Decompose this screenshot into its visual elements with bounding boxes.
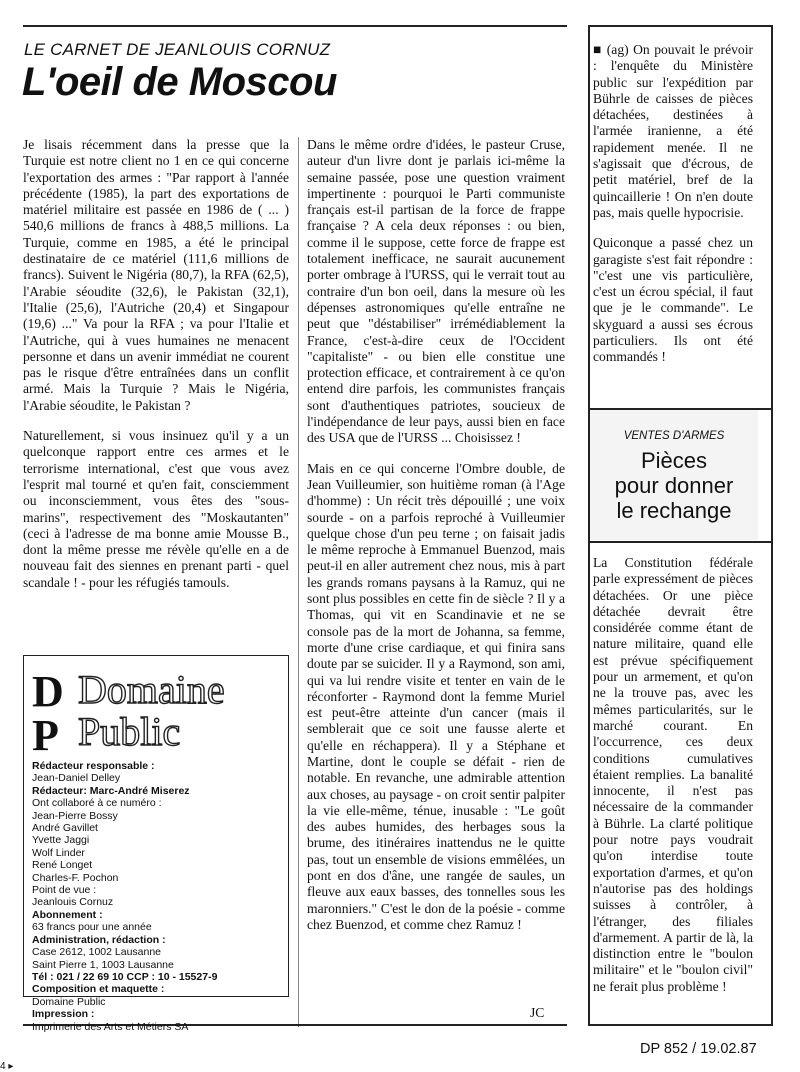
article-paragraph: Naturellement, si vous insinuez qu'il y a un quelconque rapport entre ces armes et le terrorisme international, c'est que vous avez l'esprit mal tourné et qu'en fait, consciemment ou inconsciemment, vous êtes des "sous-marins", respectivement des "Moskautanten" (ceci à l'adresse de ma bonne amie Mousse B., dont la même presse me révèle qu'elle en a de nouveau fait des siennes en prenant parti - quel scandale ! - pour les réfugiés tamouls. (23, 428, 289, 590)
article-column-1 (23, 137, 289, 591)
masthead-line: Jean-Daniel Delley (32, 772, 121, 785)
feature-title-line: le rechange (616, 498, 732, 523)
sidebar-brief (593, 42, 753, 366)
feature-kicker: VENTES D'ARMES (623, 430, 725, 442)
masthead-line: Ont collaboré à ce numéro : (32, 797, 162, 810)
column-kicker: LE CARNET DE JEANLOUIS CORNUZ (24, 40, 331, 59)
author-signature: JC (530, 1005, 545, 1020)
page-title: L'oeil de Moscou (22, 60, 337, 104)
article-paragraph: Mais en ce qui concerne l'Ombre double, de Jean Vuilleumier, son huitième roman (à l'Age d'homme) : Un récit très dépouillé ; une voix sourde - on a parfois reproché à Vuilleumier quelque chose d'un peu terne ; on faisait jadis le même reproche à Emmanuel Buenzod, mais peut-il en aller autrement chez nous, mis à part les grands romans paysans à la Ramuz, qui ne sont plus possibles en cette fin de siècle ? Il y a Thomas, qui vit en Scandinavie et ne se console pas de la mort de Johanna, sa femme, morte d'une crise cardiaque, et qui finira sans doute par se suicider. Il y a Raymond, son ami, qui va lui rendre visite et tenter en vain de le réconforter - Raymond dont la femme Muriel est peut-être atteinte d'un cancer (mais il semblerait que ce soit une fausse alerte et qu'elle en réchappera). Il y a Stéphane et Martine, dont le couple se défait - rien de notable. En revanche, une admirable attention aux choses, au paysage - on croit sentir palpiter la vie elle-même, ténue, inusable : "Le goût des aubes humides, des herbages sous la brume, des itinéraires inattendus ne le quitte pas, tout un ensemble de visions emmêlées, un pont en dos d'âne, une rangée de saules, un fleuve aux eaux basses, des tonnelles sous les maronniers." C'est le don de la poésie - comme chez Buenzod, et comme chez Ramuz ! (307, 460, 565, 932)
masthead-line: Point de vue : (32, 884, 97, 897)
masthead-line: Yvette Jaggi (32, 834, 90, 847)
masthead-line: Saint Pierre 1, 1003 Lausanne (32, 958, 174, 971)
feature-title-line: Pièces (640, 448, 708, 473)
masthead-line: Rédacteur: Marc-André Miserez (32, 784, 190, 797)
feature-title-line: pour donner (614, 473, 734, 498)
masthead-line: Case 2612, 1002 Lausanne (32, 946, 162, 959)
masthead-line: Rédacteur responsable : (32, 760, 155, 772)
masthead-box (23, 655, 289, 1033)
article-column-2 (307, 137, 565, 933)
sidebar-paragraph: ■ (ag) On pouvait le prévoir : l'enquête du Ministère public sur l'expédition par Bührle de caisses de pièces détachées, destinées à l'armée iranienne, a été rapidement menée. Il ne s'agissait que d'écrous, de petit matériel, bref de la quincaillerie ! On n'en doute pas, mais quelle hypocrisie. (593, 42, 753, 220)
masthead-line: Imprimerie des Arts et Métiers SA (32, 1020, 189, 1033)
masthead-line: André Gavillet (32, 822, 98, 835)
masthead-line: Tél : 021 / 22 69 10 CCP : 10 - 15527-9 (32, 970, 218, 983)
sidebar-article (593, 555, 753, 995)
masthead-line: Jeanlouis Cornuz (32, 896, 114, 909)
article-paragraph: Je lisais récemment dans la presse que la Turquie est notre client no 1 en ce qui concerne l'exportation des armes : "Par rapport à l'année précédente (1985), la part des exportations de matériel militaire est passée en 1986 de ( ... ) 540,6 millions de francs à 488,5 millions. La Turquie, comme en 1985, a été le principal destinataire de ce matériel (111,6 millions de francs). Suivent le Nigéria (80,7), la RFA (62,5), l'Arabie séoudite (32,6), le Pakistan (32,1), l'Italie (25,6), l'Autriche (20,4) et Singapour (19,6) ..." Va pour la RFA ; va pour l'Italie et l'Autriche, qui à vues humaines ne menacent personne et dans un avenir immédiat ne courent pas le risque d'être entraînées dans un conflit armé. Mais la Turquie ? Mais le Nigéria, l'Arabie séoudite, le Pakistan ? (23, 137, 289, 413)
logo-letter: D (32, 667, 64, 716)
sidebar-bottom-rule (588, 1024, 773, 1026)
top-rule-left (23, 25, 567, 27)
masthead-credits (32, 760, 282, 1033)
logo-word: Domaine (78, 667, 225, 712)
dp-logo (32, 667, 66, 760)
masthead-line: Charles-F. Pochon (32, 871, 119, 884)
masthead-line: Impression : (32, 1008, 95, 1021)
feature-heading-box (590, 410, 758, 540)
logo-letter: P (32, 711, 59, 760)
feature-bottom-rule (588, 541, 773, 543)
masthead-line: Wolf Linder (32, 846, 85, 859)
article-paragraph: Dans le même ordre d'idées, le pasteur Cruse, auteur d'un livre dont je parlais ici-même la semaine passée, pose une question vraiment impertinente : pourquoi le Parti communiste français est-il partisan de la force de frappe française ? A cela deux réponses : ou bien, comme il le suppose, cette force de frappe est totalement inefficace, ne saurait aucunement porter ombrage à l'URSS, qui le verrait tout au contraire d'un bon oeil, dans la mesure où les dépenses astronomiques qu'elle entraîne ne peut que "déstabiliser" irrémédiablement la France, c'est-à-dire ceux de l'Occident "capitaliste" - ou bien elle constitue une protection efficace, et contrairement à ce qu'on entend dire parfois, les communistes français sont d'authentiques patriotes, soucieux de l'indépendance de leur pays, aussi bien en face des USA que de l'URSS ... Choisissez ! (307, 137, 565, 446)
masthead-line: Administration, rédaction : (32, 933, 166, 946)
masthead-line: René Longet (32, 859, 93, 872)
sidebar-right-border (771, 25, 773, 1025)
logo-word: Public (78, 709, 181, 754)
sidebar-paragraph: La Constitution fédérale parle expressément de pièces détachées. Or une pièce détachée devrait être considérée comme étant de nature militaire, quand elle est prévue spécifiquement pour un armement, et qu'on ne la trouve pas, avec les mêmes particularités, sur le marché courant. En l'occurrence, ces deux conditions cumulatives étaient remplies. La banalité innocente, il n'est pas nécessaire de la commander à Bührle. La clarté politique pour notre pays voudrait qu'on interdise toute exportation d'armes, et qu'on n'autorise pas des holdings suisses à contrôler, à l'étranger, des filiales d'armement. A partir de là, la distinction entre le "boulon militaire" et le "boulon civil" ne ferait plus problème ! (593, 555, 753, 994)
masthead-line: Composition et maquette : (32, 983, 165, 996)
page-corner-mark: 4 ▸ (0, 1061, 14, 1072)
top-rule-right (588, 25, 773, 27)
masthead-line: Jean-Pierre Bossy (32, 809, 118, 822)
masthead-line: Domaine Public (32, 995, 106, 1008)
sidebar-paragraph: Quiconque a passé chez un garagiste s'est fait répondre : "c'est une vis particulière, c'est un écrou spécial, il faut que je le commande". Le skyguard a aussi ses écrous particuliers. Ils ont été commandés ! (593, 235, 753, 365)
issue-reference: DP 852 / 19.02.87 (640, 1041, 757, 1057)
column-divider (298, 137, 299, 1027)
masthead-line: 63 francs pour une année (32, 921, 152, 934)
feature-title (590, 448, 758, 523)
masthead-line: Abonnement : (32, 908, 103, 921)
